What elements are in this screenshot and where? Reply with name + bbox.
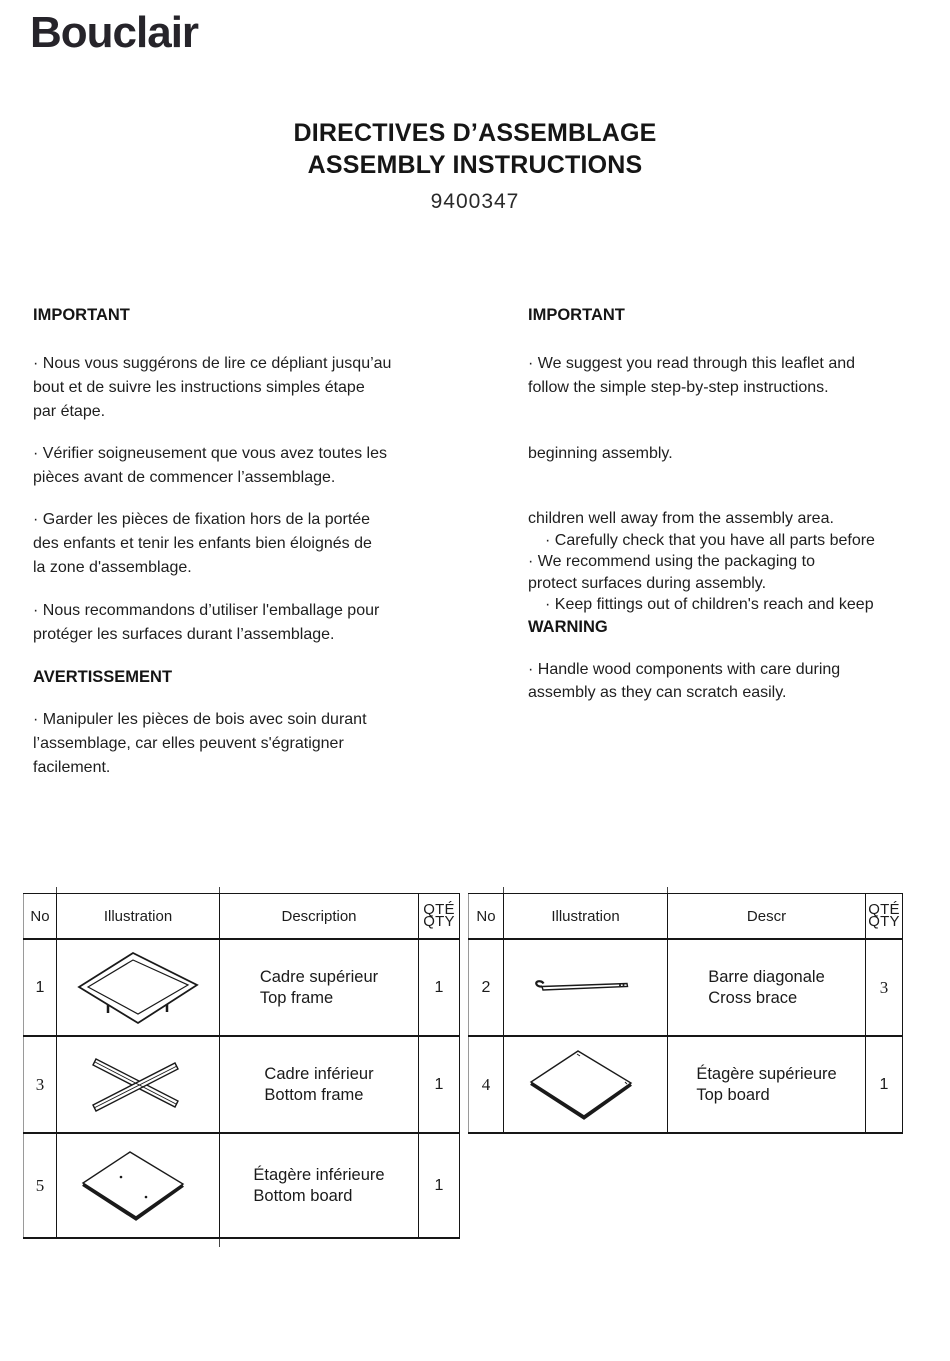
french-bullet-wood-care: · Manipuler les pièces de bois avec soin durant l’assemblage, car elles peuvent s'égratigner facilement.	[33, 711, 367, 776]
english-fragment-children: children well away from the assembly area.	[528, 510, 834, 527]
column-header-description: Descr	[668, 894, 866, 940]
english-instructions-column	[528, 303, 948, 704]
top-board-illustration	[521, 1045, 651, 1125]
parts-table-right	[468, 893, 903, 1134]
description-cell	[668, 1036, 866, 1133]
english-warning-heading: WARNING	[528, 617, 608, 636]
english-fragment-protect: protect surfaces during assembly.	[528, 574, 767, 592]
english-bullet-read-leaflet: · We suggest you read through this leaflet and follow the simple step-by-step instructions.	[528, 355, 856, 396]
english-important-heading: IMPORTANT	[528, 306, 625, 324]
table-header-row	[24, 894, 460, 940]
illustration-cell	[57, 939, 220, 1036]
quantity: 1	[419, 1036, 460, 1133]
quantity: 1	[419, 939, 460, 1036]
part-number: 5	[24, 1133, 57, 1238]
english-bullet-wood-care: · Handle wood components with care during assembly as they can scratch easily.	[528, 660, 841, 701]
border-tick	[56, 887, 57, 893]
french-bullet-fittings: · Garder les pièces de fixation hors de la portée des enfants et tenir les enfants bien éloignés de la zone d'assemblage.	[33, 511, 372, 576]
english-fragment-recommend: · We recommend using the packaging to	[528, 553, 815, 570]
description-french: Étagère inférieure	[253, 1165, 385, 1184]
bottom-board-illustration	[73, 1146, 203, 1226]
part-number: 2	[469, 939, 504, 1036]
column-header-no: No	[24, 894, 57, 940]
french-bullet-packaging: · Nous recommandons d’utiliser l'emballage pour protéger les surfaces durant l’assemblage.	[33, 602, 380, 643]
column-header-description: Description	[220, 894, 419, 940]
french-bullet-check-parts: · Vérifier soigneusement que vous avez toutes les pièces avant de commencer l’assemblage.	[33, 445, 387, 486]
description-english: Bottom frame	[264, 1085, 364, 1104]
cross-brace-illustration	[521, 966, 651, 1010]
top-frame-illustration	[72, 944, 204, 1032]
illustration-cell	[504, 1036, 668, 1133]
description-cell	[220, 1133, 419, 1238]
table-row-part-4	[469, 1036, 903, 1133]
page-title-french: DIRECTIVES D’ASSEMBLAGE	[293, 119, 657, 147]
illustration-cell	[57, 1133, 220, 1238]
table-row-part-2	[469, 939, 903, 1036]
description-english: Cross brace	[708, 988, 798, 1007]
parts-table-left-wrap	[23, 893, 460, 1239]
page-title-english: ASSEMBLY INSTRUCTIONS	[307, 151, 643, 179]
column-header-illustration: Illustration	[57, 894, 220, 940]
french-instructions-column	[33, 303, 478, 798]
bottom-frame-illustration	[73, 1043, 203, 1127]
part-number: 1	[24, 939, 57, 1036]
description-cell	[668, 939, 866, 1036]
english-fragment-fittings: · Keep fittings out of children's reach and keep	[545, 596, 874, 613]
english-fragment-block	[528, 508, 948, 638]
description-french: Étagère supérieure	[696, 1064, 837, 1083]
description-french: Cadre supérieur	[259, 967, 379, 986]
description-cell	[220, 939, 419, 1036]
description-french: Barre diagonale	[708, 967, 825, 986]
french-important-heading: IMPORTANT	[33, 306, 130, 324]
column-header-qty: QTÉ QTY	[419, 894, 460, 940]
table-row-part-3	[24, 1036, 460, 1133]
description-english: Bottom board	[253, 1186, 353, 1205]
illustration-cell	[504, 939, 668, 1036]
border-tick	[219, 1239, 220, 1247]
column-header-no: No	[469, 894, 504, 940]
table-header-row	[469, 894, 903, 940]
title-block	[0, 117, 950, 213]
quantity: 1	[419, 1133, 460, 1238]
border-tick	[667, 887, 668, 893]
english-fragment-carefully: · Carefully check that you have all parts before	[545, 531, 875, 549]
illustration-cell	[57, 1036, 220, 1133]
quantity: 3	[866, 939, 903, 1036]
description-cell	[220, 1036, 419, 1133]
parts-table-left	[23, 893, 460, 1239]
quantity: 1	[866, 1036, 903, 1133]
description-french: Cadre inférieur	[264, 1064, 374, 1083]
table-row-part-5	[24, 1133, 460, 1238]
description-english: Top frame	[259, 988, 334, 1007]
french-warning-heading: AVERTISSEMENT	[33, 668, 173, 686]
column-header-illustration: Illustration	[504, 894, 668, 940]
border-tick	[503, 887, 504, 893]
border-tick	[219, 887, 220, 893]
french-bullet-read-leaflet: · Nous vous suggérons de lire ce dépliant jusqu’au bout et de suivre les instructions simples étape par étape.	[33, 355, 392, 420]
product-code: 9400347	[430, 190, 520, 213]
column-header-qty: QTÉ QTY	[866, 894, 903, 940]
english-fragment-beginning: beginning assembly.	[528, 445, 673, 462]
part-number: 3	[24, 1036, 57, 1133]
parts-table-right-wrap	[468, 893, 903, 1134]
brand-logo: Bouclair	[30, 8, 199, 57]
description-english: Top board	[696, 1085, 770, 1104]
table-row-part-1	[24, 939, 460, 1036]
part-number: 4	[469, 1036, 504, 1133]
